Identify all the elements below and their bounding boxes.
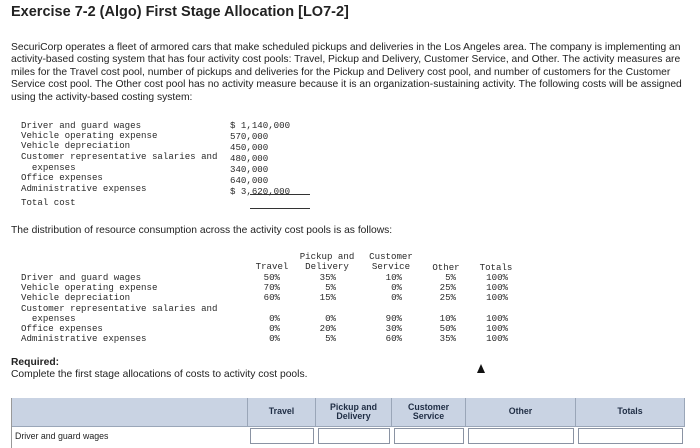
dist-header-pickup: Pickup and Delivery	[299, 251, 355, 272]
dist-cell: 0%	[325, 313, 336, 324]
cost-amount: $ 1,140,000	[230, 120, 291, 131]
cost-label: Driver and guard wages	[21, 120, 142, 131]
cost-label: Administrative expenses	[21, 183, 147, 194]
dist-cell: 0%	[269, 333, 280, 344]
dist-row-label: Customer representative salaries and	[21, 303, 218, 314]
answer-row-label: Driver and guard wages	[15, 431, 109, 441]
dist-cell: 5%	[325, 333, 336, 344]
dist-cell: 100%	[486, 323, 508, 334]
dist-cell: 0%	[269, 313, 280, 324]
dist-cell: 5%	[445, 272, 456, 283]
dist-cell: 10%	[385, 272, 402, 283]
dist-cell: 20%	[319, 323, 336, 334]
total-cost-amount: $ 3,620,000	[230, 186, 291, 197]
cost-amount: 450,000	[230, 142, 269, 153]
dist-cell: 50%	[439, 323, 456, 334]
cost-label: Customer representative salaries and	[21, 151, 218, 162]
required-section	[11, 357, 307, 382]
total-rule-top	[250, 194, 310, 195]
problem-description: SecuriCorp operates a fleet of armored cars that make scheduled pickups and deliveries in the Los Angeles area. The company is implementing an activity-based costing system that has four activity cost pools: Travel, Pickup and Delivery, Customer Service, and Other. The activity measures are miles for the Travel cost pool, number of pickups and deliveries for the Pickup and Delivery cost pool, and number of customers for the Customer Service cost pool. The Other cost pool has no activity measure because it is an organization-sustaining activity. The following costs will be assigned using the activity-based costing system:	[11, 42, 682, 103]
travel-input[interactable]	[250, 428, 314, 444]
dist-cell: 0%	[269, 323, 280, 334]
dist-cell: 35%	[439, 333, 456, 344]
dist-cell: 10%	[439, 313, 456, 324]
cost-label: expenses	[21, 162, 76, 173]
dist-cell: 100%	[486, 272, 508, 283]
dist-cell: 5%	[325, 282, 336, 293]
dist-header-customer: Customer Service	[369, 251, 413, 272]
cost-label: Vehicle operating expense	[21, 130, 158, 141]
cost-amount: 570,000	[230, 131, 269, 142]
dist-cell: 100%	[486, 333, 508, 344]
answer-header-customer: Customer Service	[392, 398, 466, 426]
dist-cell: 60%	[385, 333, 402, 344]
dist-cell: 30%	[385, 323, 402, 334]
required-text: Complete the first stage allocations of costs to activity cost pools.	[11, 369, 308, 381]
required-label: Required:	[11, 357, 60, 368]
cost-label: Vehicle depreciation	[21, 140, 131, 151]
dist-row-label: expenses	[21, 313, 76, 324]
dist-cell: 50%	[263, 272, 280, 283]
cost-amount: 340,000	[230, 164, 269, 175]
dist-cell: 90%	[385, 313, 402, 324]
dist-header-other: Other	[432, 262, 460, 273]
answer-header-blank	[12, 398, 248, 426]
dist-cell: 35%	[319, 272, 336, 283]
dist-cell: 15%	[319, 292, 336, 303]
dist-header-totals: Totals	[479, 262, 513, 273]
total-cost-label: Total cost	[21, 197, 76, 208]
cost-amounts	[230, 120, 310, 197]
customer-service-input[interactable]	[394, 428, 464, 444]
answer-row-driver-wages	[12, 426, 685, 446]
dist-row-label: Vehicle depreciation	[21, 292, 131, 303]
cursor-icon	[477, 364, 485, 373]
total-rule-bottom	[250, 208, 310, 209]
cost-label: Office expenses	[21, 172, 103, 183]
cost-amount: 640,000	[230, 175, 269, 186]
other-input[interactable]	[468, 428, 574, 444]
dist-row-label: Office expenses	[21, 323, 103, 334]
dist-cell: 25%	[439, 292, 456, 303]
dist-cell: 100%	[486, 292, 508, 303]
dist-cell: 0%	[391, 282, 402, 293]
dist-row-label: Vehicle operating expense	[21, 282, 158, 293]
totals-input[interactable]	[578, 428, 683, 444]
dist-cell: 70%	[263, 282, 280, 293]
answer-table	[11, 398, 685, 448]
cost-amount: 480,000	[230, 153, 269, 164]
dist-header-travel: Travel	[255, 261, 289, 272]
answer-header-pickup: Pickup and Delivery	[316, 398, 392, 426]
dist-row-label: Administrative expenses	[21, 333, 147, 344]
dist-cell: 25%	[439, 282, 456, 293]
dist-cell: 60%	[263, 292, 280, 303]
dist-cell: 0%	[391, 292, 402, 303]
answer-header-other: Other	[466, 398, 576, 426]
page-title: Exercise 7-2 (Algo) First Stage Allocation [LO7-2]	[11, 4, 349, 20]
answer-header-totals: Totals	[576, 398, 685, 426]
dist-row-label: Driver and guard wages	[21, 272, 142, 283]
distribution-intro: The distribution of resource consumption across the activity cost pools is as follows:	[11, 225, 393, 236]
answer-header-travel: Travel	[248, 398, 316, 426]
dist-cell: 100%	[486, 282, 508, 293]
dist-cell: 100%	[486, 313, 508, 324]
pickup-delivery-input[interactable]	[318, 428, 390, 444]
